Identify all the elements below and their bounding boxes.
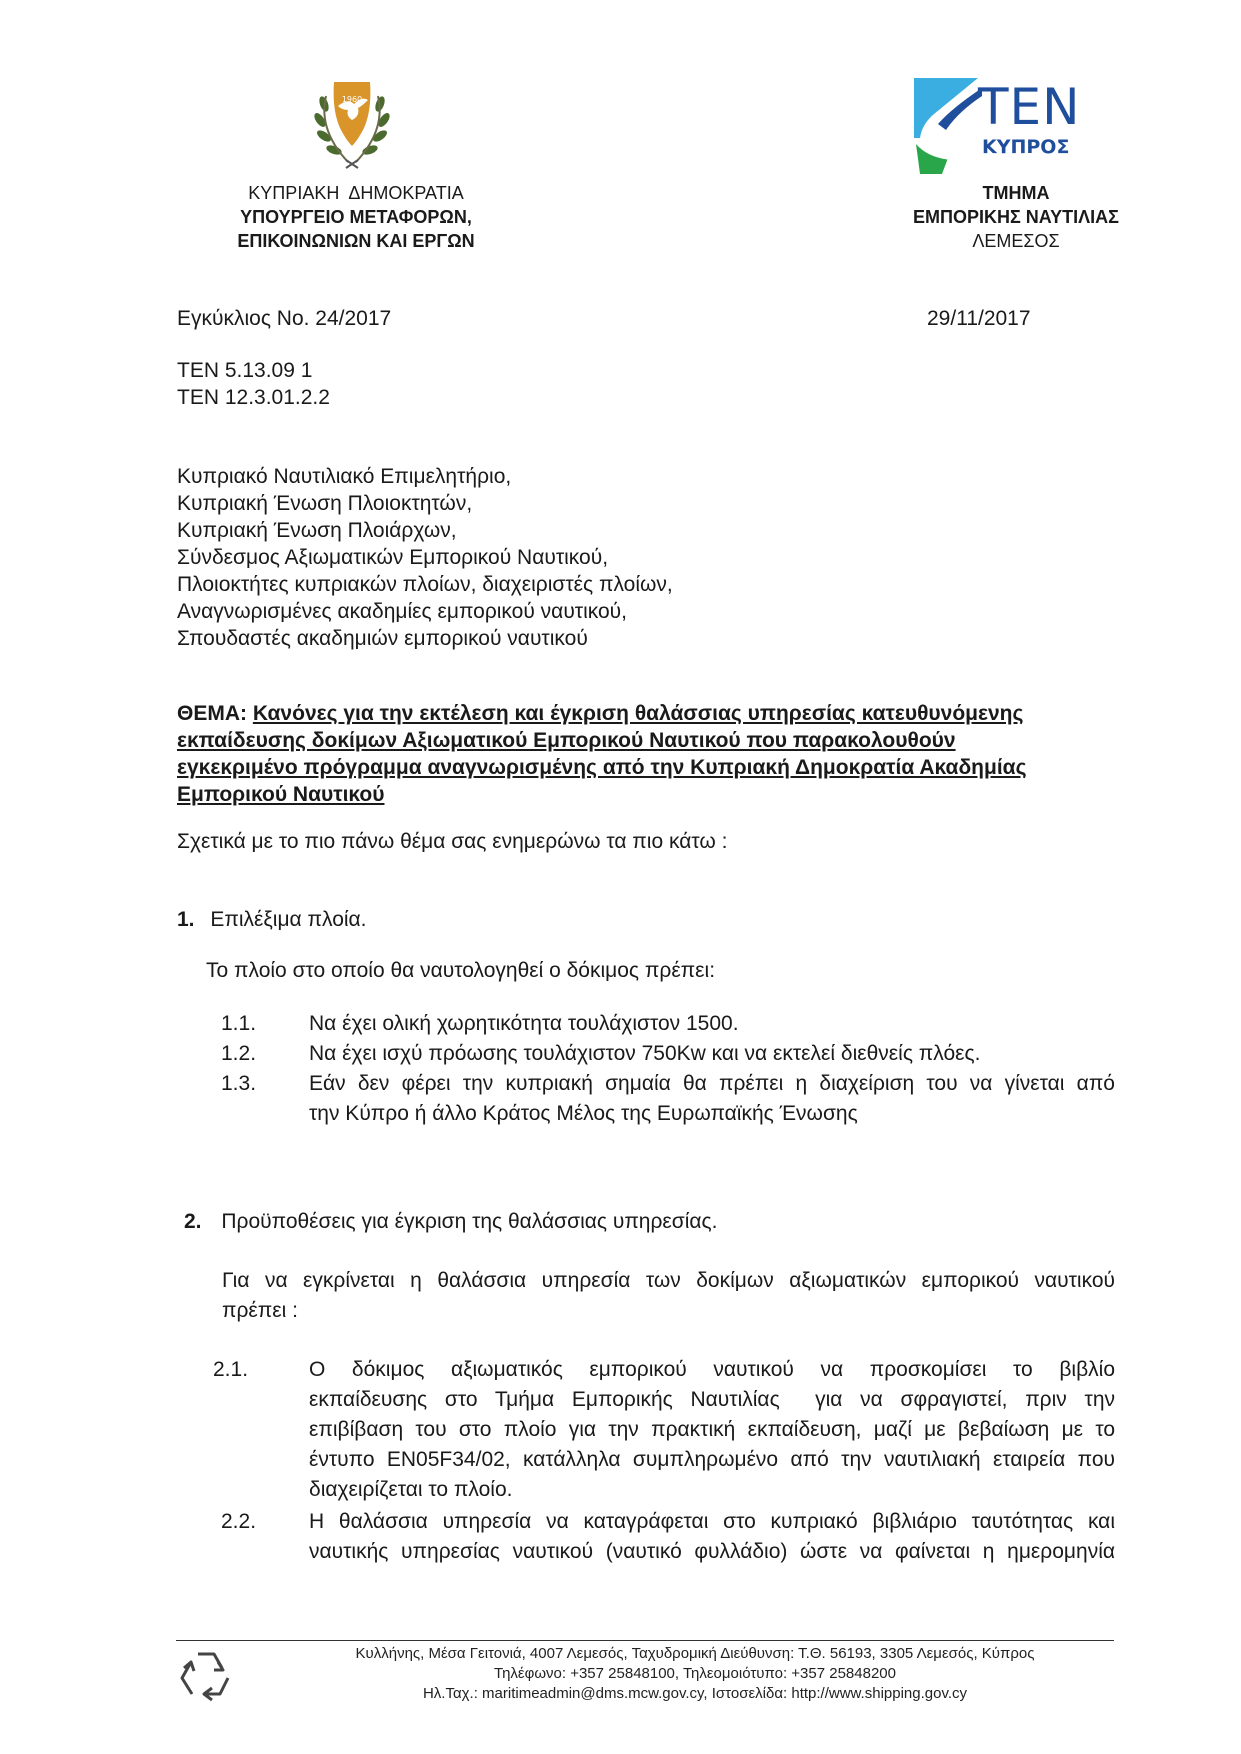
recipient-line: Κυπριακή Ένωση Πλοιοκτητών, bbox=[177, 492, 473, 515]
subject-label: ΘΕΜΑ: bbox=[177, 702, 247, 725]
list-item bbox=[221, 1507, 1115, 1567]
footer-address: Κυλλήνης, Μέσα Γειτονιά, 4007 Λεμεσός, Ταχυδρομική Διεύθυνση: Τ.Θ. 56193, 3305 Λεμεσός, Κύπρος bbox=[355, 1645, 1035, 1662]
item-number: 2.1. bbox=[213, 1358, 249, 1381]
ministry-header bbox=[196, 181, 516, 253]
department-line-2: ΕΜΠΟΡΙΚΗΣ ΝΑΥΤΙΛΙΑΣ bbox=[913, 207, 1119, 227]
item-text-line: επιβίβαση του στο πλοίο για την πρακτική εκπαίδευση, μαζί με βεβαίωση με το bbox=[309, 1418, 1115, 1441]
item-text-line: Εάν δεν φέρει την κυπριακή σημαία θα πρέπει η διαχείριση του να γίνεται από bbox=[309, 1072, 1115, 1095]
list-item bbox=[221, 1069, 1115, 1129]
item-number: 1.1. bbox=[221, 1012, 257, 1035]
section-2-heading bbox=[184, 1208, 718, 1235]
section-1-number: 1. bbox=[177, 908, 195, 931]
subject-line-1: Κανόνες για την εκτέλεση και έγκριση θαλάσσιας υπηρεσίας κατευθυνόμενης bbox=[252, 702, 1024, 725]
list-item bbox=[221, 1039, 1115, 1069]
item-text-line: ναυτικής υπηρεσίας ναυτικού (ναυτικό φυλλάδιο) ώστε να φαίνεται η ημερομηνία bbox=[309, 1540, 1115, 1563]
ministry-line-2: ΥΠΟΥΡΓΕΙΟ ΜΕΤΑΦΟΡΩΝ, bbox=[240, 207, 472, 227]
footer-phone: Τηλέφωνο: +357 25848100, Τηλεομοιότυπο: +357 25848200 bbox=[494, 1665, 896, 1682]
recipient-line: Κυπριακό Ναυτιλιακό Επιμελητήριο, bbox=[177, 465, 512, 488]
recipient-line: Σύνδεσμος Αξιωματικών Εμπορικού Ναυτικού, bbox=[177, 546, 609, 569]
item-number: 1.2. bbox=[221, 1042, 257, 1065]
footer-divider bbox=[176, 1640, 1114, 1641]
svg-text:1960: 1960 bbox=[341, 95, 363, 104]
section-1-intro: Το πλοίο στο οποίο θα ναυτολογηθεί ο δόκιμος πρέπει: bbox=[206, 959, 716, 982]
subject bbox=[177, 700, 1117, 808]
ministry-line-1: ΚΥΠΡΙΑΚΗ ΔΗΜΟΚΡΑΤΙΑ bbox=[248, 183, 464, 203]
cyprus-coat-of-arms-icon bbox=[304, 76, 400, 172]
section-1-title: Επιλέξιμα πλοία. bbox=[210, 908, 367, 931]
footer-contact bbox=[280, 1644, 1110, 1704]
department-line-3: ΛΕΜΕΣΟΣ bbox=[972, 231, 1060, 251]
recipient-line: Πλοιοκτήτες κυπριακών πλοίων, διαχειριστές πλοίων, bbox=[177, 573, 673, 596]
section-1-heading bbox=[177, 906, 367, 933]
intro-paragraph: Σχετικά με το πιο πάνω θέμα σας ενημερώνω τα πιο κάτω : bbox=[177, 830, 728, 853]
subject-line-4: Εμπορικού Ναυτικού bbox=[177, 783, 385, 806]
section-2-intro-line: Για να εγκρίνεται η θαλάσσια υπηρεσία των δοκίμων αξιωματικών εμπορικού ναυτικού bbox=[222, 1269, 1115, 1292]
subject-line-3: εγκεκριμένο πρόγραμμα αναγνωρισμένης από την Κυπριακή Δημοκρατία Ακαδημίας bbox=[177, 756, 1027, 779]
circular-number: Εγκύκλιος No. 24/2017 bbox=[177, 307, 392, 330]
recycle-icon bbox=[176, 1648, 236, 1704]
item-number: 2.2. bbox=[221, 1510, 257, 1533]
ten-logo-subtext: ΚΥΠΡΟΣ bbox=[982, 136, 1070, 158]
item-text: Να έχει ολική χωρητικότητα τουλάχιστον 1500. bbox=[309, 1012, 739, 1035]
references bbox=[177, 357, 330, 411]
reference-line: ΤΕΝ 5.13.09 1 bbox=[177, 359, 313, 382]
section-2-title: Προϋποθέσεις για έγκριση της θαλάσσιας υπηρεσίας. bbox=[221, 1210, 718, 1233]
item-number: 1.3. bbox=[221, 1072, 257, 1095]
item-text-line: την Κύπρο ή άλλο Κράτος Μέλος της Ευρωπαϊκής Ένωσης bbox=[309, 1102, 858, 1125]
ten-logo-text: TEN bbox=[978, 78, 1081, 136]
item-text-line: Η θαλάσσια υπηρεσία να καταγράφεται στο κυπριακό βιβλιάριο ταυτότητας και bbox=[309, 1510, 1115, 1533]
footer-email-web: Ηλ.Ταχ.: maritimeadmin@dms.mcw.gov.cy, Ιστοσελίδα: http://www.shipping.gov.cy bbox=[422, 1685, 968, 1702]
item-text: Να έχει ισχύ πρόωσης τουλάχιστον 750Kw και να εκτελεί διεθνείς πλόες. bbox=[309, 1042, 981, 1065]
item-text-line: εκπαίδευσης στο Τμήμα Εμπορικής Ναυτιλίας για να σφραγιστεί, πριν την bbox=[309, 1388, 1115, 1411]
item-text-line: Ο δόκιμος αξιωματικός εμπορικού ναυτικού να προσκομίσει το βιβλίο bbox=[309, 1358, 1115, 1381]
recipient-line: Σπουδαστές ακαδημιών εμπορικού ναυτικού bbox=[177, 627, 588, 650]
section-2-intro-line: πρέπει : bbox=[222, 1299, 298, 1322]
department-line-1: ΤΜΗΜΑ bbox=[982, 183, 1050, 203]
recipient-line: Αναγνωρισμένες ακαδημίες εμπορικού ναυτικού, bbox=[177, 600, 628, 623]
item-text-line: έντυπο EN05F34/02, κατάλληλα συμπληρωμένο από την ναυτιλιακή εταιρεία που bbox=[309, 1448, 1115, 1471]
ten-logo bbox=[914, 78, 1084, 174]
subject-line-2: εκπαίδευσης δοκίμων Αξιωματικού Εμπορικού Ναυτικού που παρακολουθούν bbox=[177, 729, 956, 752]
list-item bbox=[221, 1009, 1115, 1039]
item-text-line: διαχειρίζεται το πλοίο. bbox=[309, 1478, 513, 1501]
department-header bbox=[866, 181, 1166, 253]
circular-date: 29/11/2017 bbox=[927, 307, 1031, 330]
list-item bbox=[213, 1355, 1115, 1505]
reference-line: ΤΕΝ 12.3.01.2.2 bbox=[177, 386, 330, 409]
ministry-line-3: ΕΠΙΚΟΙΝΩΝΙΩΝ ΚΑΙ ΕΡΓΩΝ bbox=[237, 231, 475, 251]
section-2-intro bbox=[222, 1266, 1115, 1326]
section-2-number: 2. bbox=[184, 1210, 202, 1233]
recipient-line: Κυπριακή Ένωση Πλοιάρχων, bbox=[177, 519, 457, 542]
recipients bbox=[177, 463, 673, 652]
